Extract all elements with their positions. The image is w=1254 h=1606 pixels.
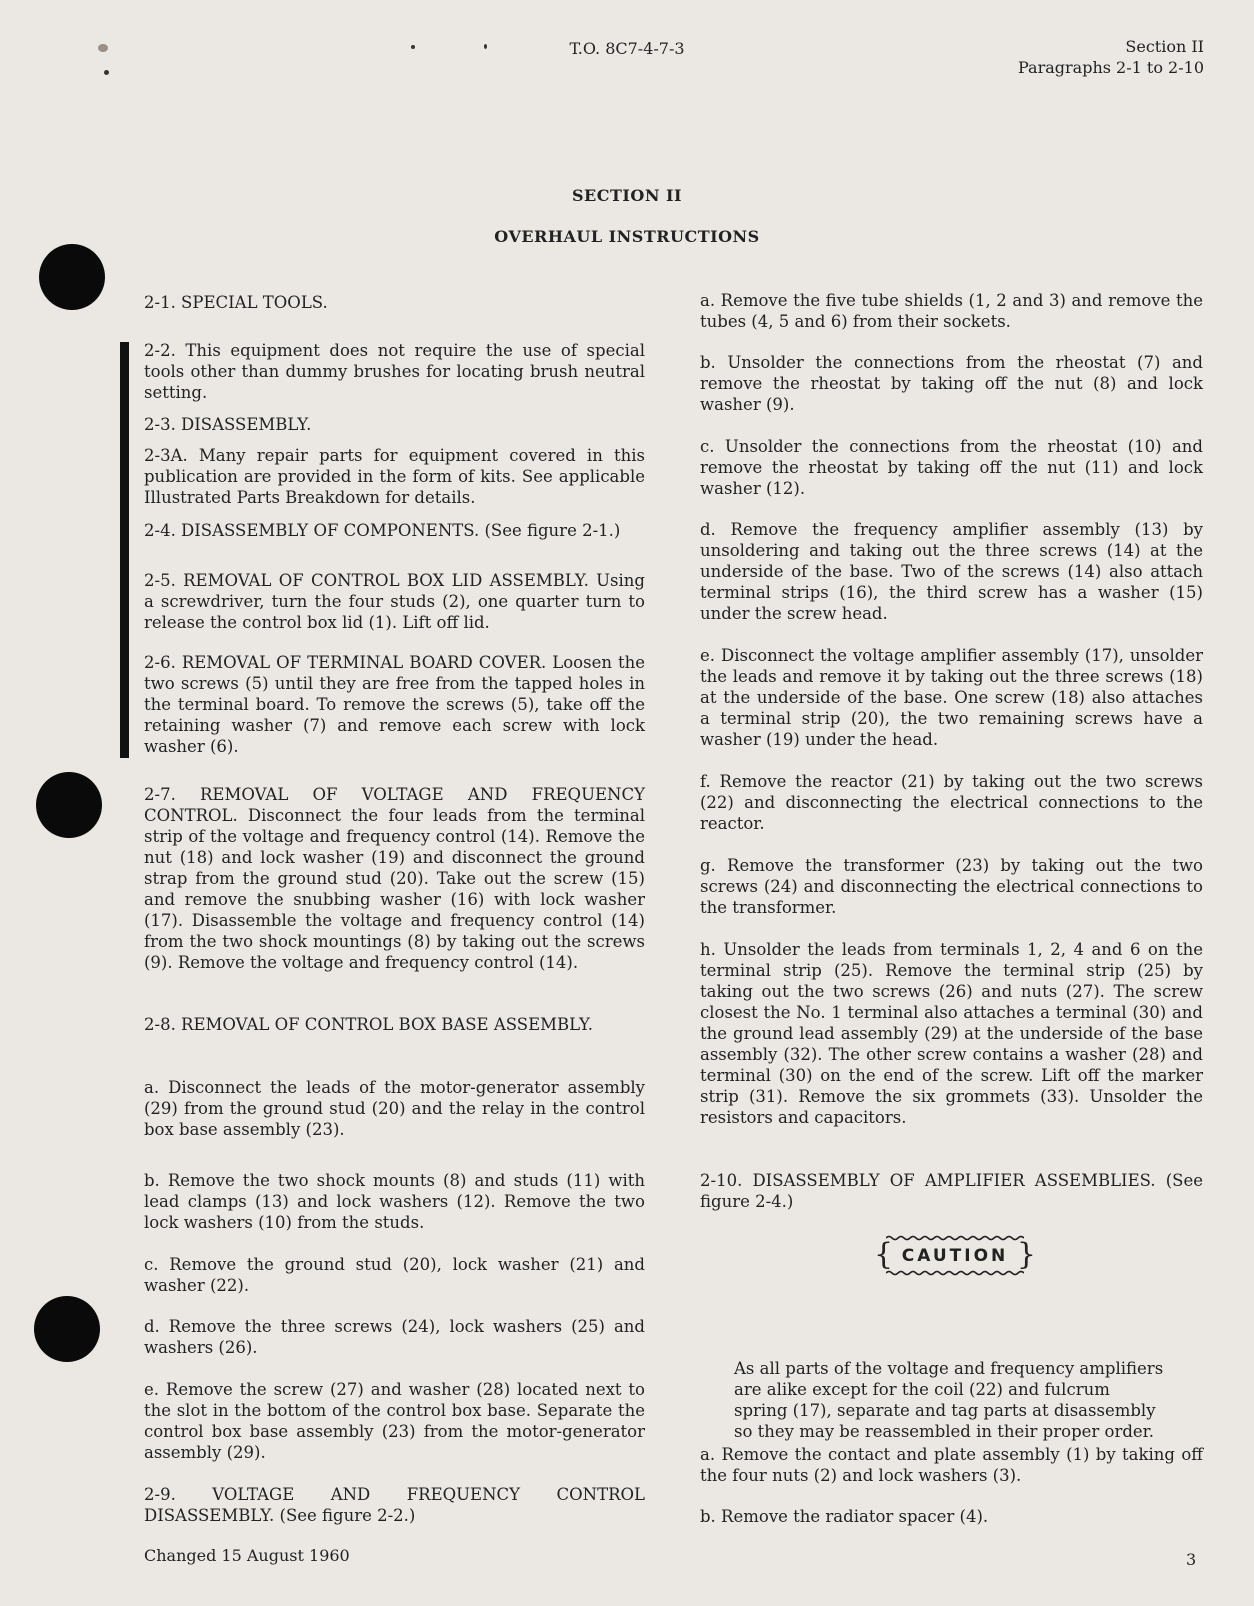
caution-box: [874, 1233, 1036, 1278]
step-2-10-b: b. Remove the radiator spacer (4).: [700, 1507, 989, 1526]
step-d: d. Remove the frequency amplifier assembly (13) by unsoldering and taking out the three screws (14) at the underside of the base. Two of the screws (14) also attach terminal strips (16), the third screw has a washer (15) under the screw head.: [700, 520, 1203, 623]
para-2-8-d: d. Remove the three screws (24), lock washers (25) and washers (26).: [144, 1317, 645, 1357]
para-2-7: 2-7. REMOVAL OF VOLTAGE AND FREQUENCY CONTROL. Disconnect the four leads from the terminal strip of the voltage and frequency control (14). Remove the nut (18) and lock washer (19) and disconnect the ground strap from the ground stud (20). Take out the screw (15) and remove the snubbing washer (16) with lock washer (17). Disassemble the voltage and frequency control (14) from the two shock mountings (8) by taking out the screws (9). Remove the voltage and frequency control (14).: [144, 785, 645, 972]
caution-text: As all parts of the voltage and frequency amplifiers are alike except for the coil (22) and fulcrum spring (17), separate and tag parts at disassembly so they may be reassembled in their proper order.: [734, 1359, 1164, 1441]
para-2-8-e: e. Remove the screw (27) and washer (28) located next to the slot in the bottom of the control box base. Separate the control box base assembly (23) from the motor-generator assembly (29).: [144, 1380, 645, 1462]
para-2-8-c: c. Remove the ground stud (20), lock washer (21) and washer (22).: [144, 1255, 645, 1295]
change-bar: [120, 342, 129, 758]
paragraph-range: Paragraphs 2-1 to 2-10: [1018, 58, 1204, 77]
caution-label: CAUTION: [901, 1246, 1009, 1266]
step-h: h. Unsolder the leads from terminals 1, 2, 4 and 6 on the terminal strip (25). Remove the terminal strip (25) by taking out the two screws (26) and nuts (27). The screw closest the No. 1 terminal also attaches a terminal (30) and the ground lead assembly (29) at the underside of the base assembly (32). The other screw contains a washer (28) and terminal (30) on the end of the screw. Lift off the marker strip (31). Remove the six grommets (33). Unsolder the resistors and capacitors.: [700, 940, 1203, 1127]
step-b: b. Unsolder the connections from the rheostat (7) and remove the rheostat by taking off the nut (8) and lock washer (9).: [700, 353, 1203, 414]
para-2-10: 2-10. DISASSEMBLY OF AMPLIFIER ASSEMBLIES. (See figure 2-4.): [700, 1171, 1203, 1211]
para-2-8-b: b. Remove the two shock mounts (8) and studs (11) with lead clamps (13) and lock washers (12). Remove the two lock washers (10) from the studs.: [144, 1171, 645, 1232]
para-2-2: 2-2. This equipment does not require the use of special tools other than dummy brushes for locating brush neutral setting.: [144, 341, 645, 402]
header-section: [1018, 36, 1204, 78]
page-number: 3: [1186, 1550, 1197, 1569]
section-title: SECTION II: [572, 186, 682, 205]
binder-hole-middle: [36, 772, 102, 838]
para-2-8-a: a. Disconnect the leads of the motor-generator assembly (29) from the ground stud (20) and the relay in the control box base assembly (23).: [144, 1078, 645, 1139]
para-2-9: 2-9. VOLTAGE AND FREQUENCY CONTROL DISASSEMBLY. (See figure 2-2.): [144, 1485, 645, 1525]
caution-wave-bottom: [886, 1270, 1024, 1276]
caution-brace-left: {: [874, 1237, 894, 1272]
para-2-4: 2-4. DISASSEMBLY OF COMPONENTS. (See figure 2-1.): [144, 521, 621, 540]
binder-hole-bottom: [34, 1296, 100, 1362]
caution-brace-right: }: [1016, 1237, 1036, 1272]
para-2-3: 2-3. DISASSEMBLY.: [144, 415, 312, 434]
step-a: a. Remove the five tube shields (1, 2 and 3) and remove the tubes (4, 5 and 6) from their sockets.: [700, 291, 1203, 331]
step-2-10-a: a. Remove the contact and plate assembly (1) by taking off the four nuts (2) and lock washers (3).: [700, 1445, 1203, 1485]
para-2-5: 2-5. REMOVAL OF CONTROL BOX LID ASSEMBLY. Using a screwdriver, turn the four studs (2), one quarter turn to release the control box lid (1). Lift off lid.: [144, 571, 645, 632]
section-subtitle: OVERHAUL INSTRUCTIONS: [494, 227, 760, 246]
step-g: g. Remove the transformer (23) by taking out the two screws (24) and disconnecting the electrical connections to the transformer.: [700, 856, 1203, 917]
step-e: e. Disconnect the voltage amplifier assembly (17), unsolder the leads and remove it by taking out the three screws (18) at the underside of the base. One screw (18) also attaches a terminal strip (20), the two remaining screws have a washer (19) under the head.: [700, 646, 1203, 749]
to-number: T.O. 8C7-4-7-3: [569, 39, 685, 58]
binder-hole-top: [39, 244, 105, 310]
step-f: f. Remove the reactor (21) by taking out the two screws (22) and disconnecting the electrical connections to the reactor.: [700, 772, 1203, 833]
section-label: Section II: [1125, 37, 1204, 56]
para-2-3a: 2-3A. Many repair parts for equipment covered in this publication are provided in the form of kits. See applicable Illustrated Parts Breakdown for details.: [144, 446, 645, 507]
scan-speck: [104, 70, 109, 75]
step-c: c. Unsolder the connections from the rheostat (10) and remove the rheostat by taking off the nut (11) and lock washer (12).: [700, 437, 1203, 498]
caution-wave-top: [886, 1235, 1024, 1241]
para-2-1: 2-1. SPECIAL TOOLS.: [144, 293, 328, 312]
change-date: Changed 15 August 1960: [144, 1546, 350, 1565]
para-2-8: 2-8. REMOVAL OF CONTROL BOX BASE ASSEMBLY.: [144, 1015, 594, 1034]
para-2-6: 2-6. REMOVAL OF TERMINAL BOARD COVER. Loosen the two screws (5) until they are free from the tapped holes in the terminal board. To remove the screws (5), take off the retaining washer (7) and remove each screw with lock washer (6).: [144, 653, 645, 756]
